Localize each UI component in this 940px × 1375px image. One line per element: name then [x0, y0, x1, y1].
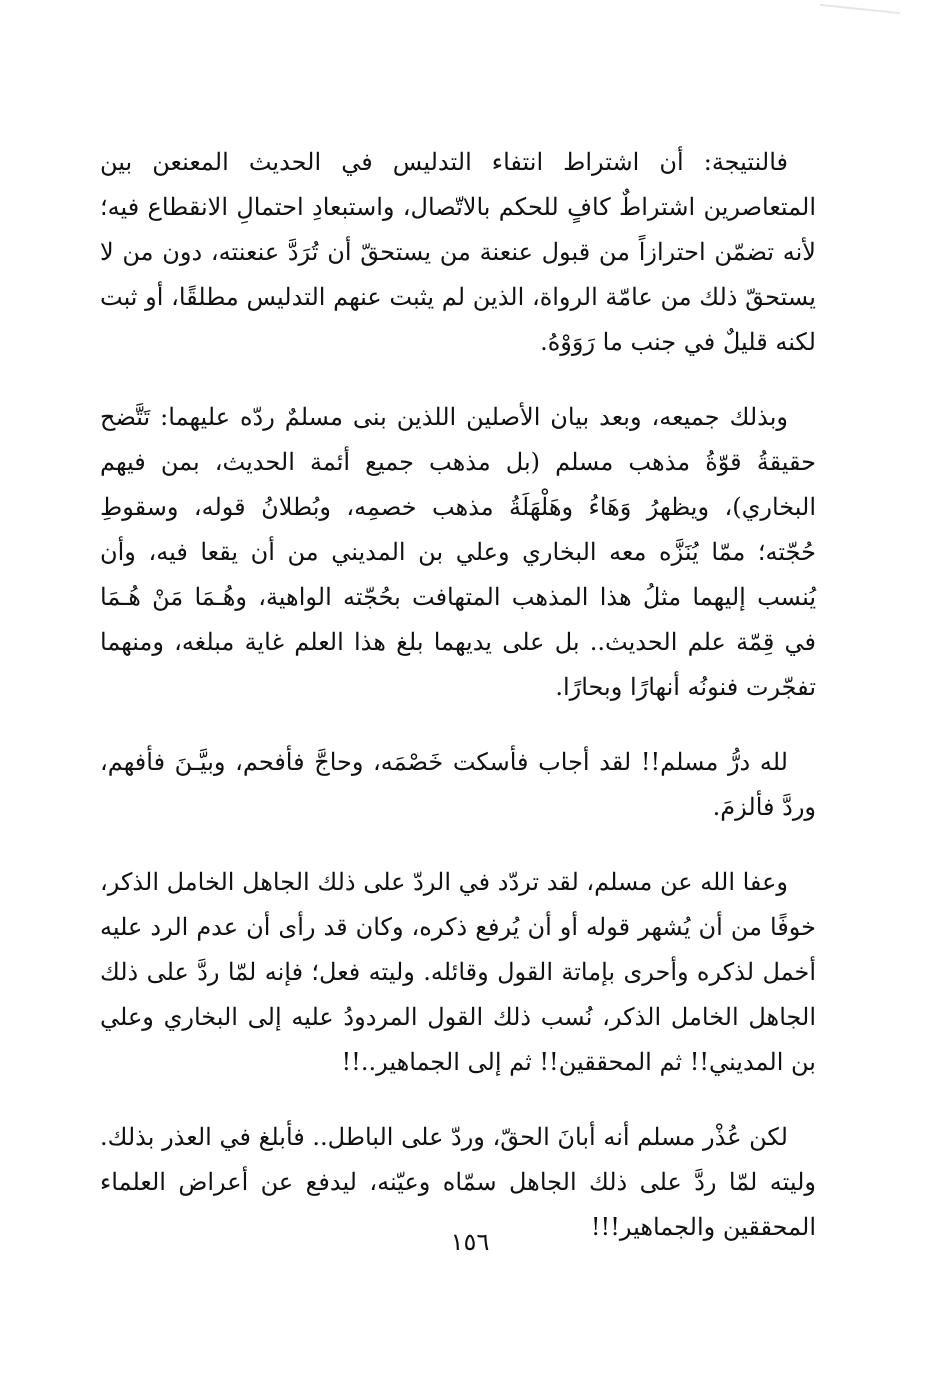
page-number: ١٥٦ [450, 1228, 490, 1256]
paragraph-5: لكن عُذْر مسلم أنه أبانَ الحقّ، وردّ على الباطل.. فأبلغ في العذر بذلك. وليته لمّا ردَّ على ذلك الجاهل سمّاه وعيّنه، ليدفع عن أعراض العلماء المحققين والجماهير!!! [100, 1123, 816, 1241]
paragraph-1: فالنتيجة: أن اشتراط انتفاء التدليس في الحديث المعنعن بين المتعاصرين اشتراطٌ كافٍ للحكم بالاتّصال، واستبعادِ احتمالِ الانقطاع فيه؛ لأنه تضمّن احترازاً من قبول عنعنة من يستحقّ أن تُرَدَّ عنعنته، دون من لا يستحقّ ذلك من عامّة الرواة، الذين لم يثبت عنهم التدليس مطلقًا، أو ثبت لكنه قليلٌ في جنب ما رَوَوْهُ. [100, 148, 816, 356]
paragraph-4: وعفا الله عن مسلم، لقد تردّد في الردّ على ذلك الجاهل الخامل الذكر، خوفًا من أن يُشهر قوله أو أن يُرفع ذكره، وكان قد رأى أن عدم الرد عليه أخمل لذكره وأحرى بإماتة القول وقائله. وليته فعل؛ فإنه لمّا ردَّ على ذلك الجاهل الخامل الذكر، نُسب ذلك القول المردودُ عليه إلى البخاري وعلي بن المديني!! ثم المحققين!! ثم إلى الجماهير..!! [100, 868, 816, 1076]
scan-artifact [820, 4, 900, 14]
paragraph-3: لله درُّ مسلم!! لقد أجاب فأسكت خَصْمَه، وحاجَّ فأفحم، وبيَّـنَ فأفهم، وردَّ فألزمَ. [100, 748, 816, 821]
body-text [100, 140, 816, 1250]
paragraph-2: وبذلك جميعه، وبعد بيان الأصلين اللذين بنى مسلمٌ ردّه عليهما: تَتَّضح حقيقةُ قوّةُ مذهب مسلم (بل مذهب جميع أئمة الحديث، بمن فيهم البخاري)، ويظهرُ وَهَاءُ وهَلْهَلَةُ مذهب خصمِه، وبُطلانُ قوله، وسقوطِ حُجّته؛ ممّا يُنَزَّه معه البخاري وعلي بن المديني من أن يقعا فيه، وأن يُنسب إليهما مثلُ هذا المذهب المتهافت بحُجّته الواهية، وهُـمَا مَنْ هُـمَا في قِمّة علم الحديث.. بل على يديهما بلغ هذا العلم غاية مبلغه، ومنهما تفجّرت فنونُه أنهارًا وبحارًا. [100, 403, 816, 701]
